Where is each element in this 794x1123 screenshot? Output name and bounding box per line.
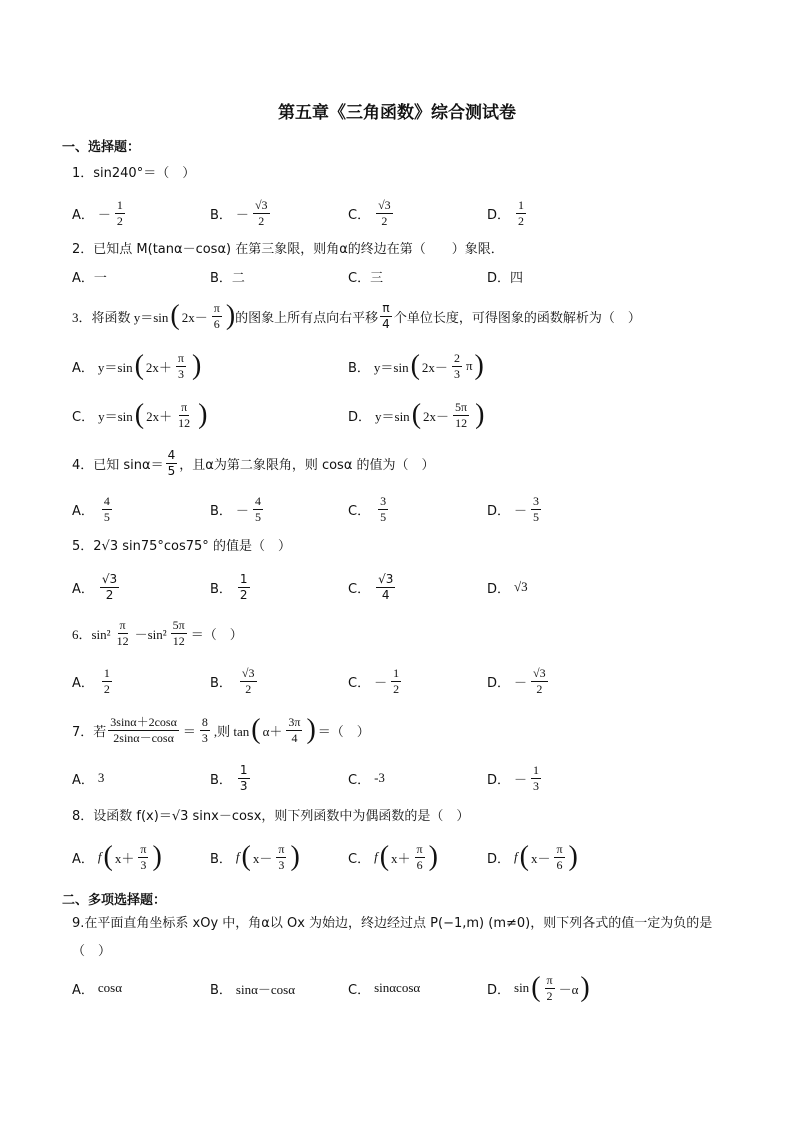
left-paren: ( (103, 841, 113, 872)
text: π (465, 358, 473, 373)
denominator: 12 (116, 633, 129, 648)
numerator: 3π (288, 714, 301, 729)
option-letter: C． (348, 503, 371, 519)
text: 2x－ (421, 359, 448, 375)
q5-option-c (348, 567, 397, 607)
denominator: 4 (291, 730, 298, 745)
denominator: 3 (239, 778, 248, 793)
q7-option-b (210, 758, 252, 798)
denominator: 12 (178, 415, 191, 430)
denominator: 2 (105, 587, 114, 602)
text: 6．sin² (72, 626, 111, 642)
q4-option-d (487, 489, 543, 529)
numerator: 1 (393, 665, 400, 680)
option-letter: A． (72, 581, 94, 597)
numerator: √3 (378, 197, 391, 212)
text: y＝sin (375, 408, 410, 424)
option-letter: D． (487, 982, 511, 998)
right-paren: ) (580, 972, 590, 1003)
denominator: 2 (518, 213, 525, 228)
question-6-stem (72, 613, 243, 653)
option-letter: C． (348, 207, 371, 223)
option-letter: B． (210, 581, 232, 597)
q6-option-b (210, 661, 259, 701)
sign: － (374, 674, 388, 690)
text: －sin² (134, 626, 167, 642)
denominator: 4 (381, 587, 390, 602)
option-value: cosα (97, 980, 123, 995)
numerator: 5π (455, 399, 468, 414)
denominator: 3 (140, 857, 147, 872)
q9-option-c (348, 968, 420, 1008)
denominator: 2 (536, 681, 543, 696)
option-letter: A． (72, 772, 94, 788)
text: x－ (252, 850, 273, 866)
text: x＋ (391, 850, 411, 866)
numerator: 8 (201, 714, 208, 729)
denominator: 2sinα－cosα (113, 730, 174, 745)
numerator: 1 (116, 197, 123, 212)
denominator: 2 (258, 213, 265, 228)
option-value: √3 (514, 579, 528, 594)
option-value: -3 (374, 770, 385, 785)
numerator: 1 (103, 665, 110, 680)
text: －α (558, 981, 579, 997)
numerator: 5π (172, 617, 185, 632)
sign: － (235, 206, 249, 222)
option-letter: B． (210, 675, 232, 691)
text: α＋ (262, 723, 283, 739)
q6-option-c (348, 661, 403, 701)
q2-option-a: A．一 (72, 271, 107, 286)
denominator: 6 (556, 857, 563, 872)
option-letter: A． (72, 207, 94, 223)
denominator: 5 (103, 509, 110, 524)
denominator: 2 (381, 213, 388, 228)
option-letter: B． (210, 772, 232, 788)
numerator: √3 (101, 571, 118, 586)
option-value: sinα－cosα (235, 981, 296, 997)
q4-option-a (72, 489, 114, 529)
denominator: 5 (167, 463, 176, 478)
denominator: 2 (546, 988, 553, 1003)
q5-option-a (72, 567, 121, 607)
option-letter: A． (72, 982, 94, 998)
q2-option-b: B．二 (210, 271, 245, 286)
denominator: 5 (380, 509, 387, 524)
text: 2x－ (181, 309, 208, 325)
numerator: 3 (380, 493, 387, 508)
text: 7．若 (72, 724, 107, 740)
denominator: 12 (172, 633, 185, 648)
option-letter: D． (348, 409, 372, 425)
sign: － (514, 674, 528, 690)
right-paren: ) (568, 841, 578, 872)
option-letter: A． (72, 675, 94, 691)
option-letter: C． (348, 982, 371, 998)
sign: － (514, 502, 528, 518)
right-paren: ) (198, 399, 208, 430)
denominator: 3 (533, 778, 540, 793)
numerator: √3 (241, 665, 255, 680)
option-value: 3 (97, 770, 105, 785)
option-letter: D． (487, 851, 511, 867)
question-5-stem: 5．2√3 sin75°cos75° 的值是（ ） (72, 539, 291, 554)
denominator: 5 (533, 509, 540, 524)
denominator: 12 (455, 415, 468, 430)
right-paren: ) (428, 841, 438, 872)
q4-option-b (210, 489, 265, 529)
q6-option-d (487, 661, 550, 701)
option-letter: D． (487, 581, 511, 597)
denominator: 3 (278, 857, 285, 872)
q1-option-c (348, 193, 395, 233)
left-paren: ( (241, 841, 251, 872)
right-paren: ) (474, 350, 484, 381)
numerator: 4 (167, 447, 176, 462)
left-paren: ( (134, 399, 145, 430)
text: 3．将函数 y＝sin (72, 309, 169, 325)
numerator: √3 (378, 571, 394, 586)
denominator: 2 (116, 213, 123, 228)
numerator: π (382, 300, 390, 315)
numerator: 2 (453, 350, 460, 365)
denominator: 2 (103, 681, 110, 696)
numerator: 4 (254, 493, 261, 508)
denominator: 3 (177, 366, 184, 381)
option-letter: D． (487, 772, 511, 788)
numerator: π (278, 841, 285, 856)
option-letter: B． (210, 503, 232, 519)
text: 2x－ (423, 408, 450, 424)
sign: － (97, 206, 111, 222)
denominator: 2 (239, 587, 248, 602)
text: 2x＋ (145, 359, 172, 375)
option-letter: C． (348, 675, 371, 691)
option-letter: D． (487, 207, 511, 223)
text: x＋ (114, 850, 135, 866)
left-paren: ( (519, 841, 529, 872)
denominator: 3 (201, 730, 208, 745)
right-paren: ) (306, 714, 316, 745)
right-paren: ) (475, 399, 485, 430)
numerator: √3 (254, 197, 268, 212)
q5-option-b (210, 567, 252, 607)
q8-option-a: A． f ( x＋ $\frac{\pi}{3}$ ) (72, 841, 162, 872)
denominator: 2 (393, 681, 400, 696)
q3-option-d (348, 395, 484, 435)
question-9-stem: 9.在平面直角坐标系 xOy 中，角α以 Ox 为始边，终边经过点 P(−1,m) (m≠0)，则下列各式的值一定为负的是（ ） (72, 916, 713, 959)
option-letter: A． (72, 503, 94, 519)
option-letter: C． (348, 772, 371, 788)
sign: － (235, 502, 249, 518)
text: ＝（ ） (190, 626, 243, 642)
q1-option-a (72, 193, 127, 233)
denominator: 5 (254, 509, 261, 524)
text: sin (514, 980, 530, 995)
text: 2x＋ (146, 408, 173, 424)
q8-option-c: C． f ( x＋ $\frac{\pi}{6}$ ) (348, 841, 438, 872)
q1-option-b (210, 193, 272, 233)
right-paren: ) (152, 841, 162, 872)
option-letter: B． (348, 360, 370, 376)
option-letter: A． (72, 851, 94, 867)
left-paren: ( (379, 841, 390, 872)
numerator: π (556, 841, 563, 856)
numerator: 1 (518, 197, 525, 212)
text: ,则 tan (213, 723, 250, 739)
q9-option-b (210, 968, 295, 1008)
option-letter: C． (348, 581, 371, 597)
numerator: 4 (103, 493, 110, 508)
option-letter: C． (348, 851, 371, 867)
q3-option-a (72, 346, 201, 386)
text: ＝（ ） (317, 723, 370, 739)
right-paren: ) (191, 350, 202, 381)
left-paren: ( (410, 350, 420, 381)
q8-option-d: D． f ( x－ $\frac{\pi}{6}$ ) (487, 841, 578, 872)
numerator: π (177, 350, 184, 365)
numerator: π (140, 841, 147, 856)
q7-option-c (348, 758, 385, 798)
question-8-stem: 8．设函数 f(x)＝√3 sinx－cosx，则下列函数中为偶函数的是（ ） (72, 809, 470, 824)
q3-option-b (348, 346, 484, 386)
text: y＝sin (373, 359, 409, 375)
denominator: 3 (453, 366, 460, 381)
left-paren: ( (251, 714, 261, 745)
question-2-stem: 2．已知点 M(tanα－cosα) 在第三象限，则角α的终边在第（ ）象限． (72, 242, 504, 257)
numerator: 1 (239, 571, 248, 586)
question-7-stem (72, 710, 370, 750)
denominator: 2 (245, 681, 252, 696)
numerator: π (546, 972, 553, 987)
numerator: π (181, 399, 188, 414)
text: 4．已知 sinα＝ (72, 457, 164, 473)
text: y＝sin (97, 359, 133, 375)
numerator: π (416, 841, 423, 856)
option-letter: C． (72, 409, 95, 425)
numerator: √3 (533, 665, 546, 680)
sign: － (514, 771, 528, 787)
right-paren: ) (225, 300, 236, 331)
left-paren: ( (134, 350, 144, 381)
text: 个单位长度，可得图象的函数解析为（ ） (393, 310, 641, 326)
q1-option-d (487, 193, 528, 233)
text: y＝sin (98, 408, 133, 424)
text: 的图象上所有点向右平移 (235, 310, 379, 326)
denominator: 6 (213, 316, 220, 331)
q7-option-a (72, 758, 104, 798)
left-paren: ( (170, 300, 180, 331)
question-1-stem: 1．sin240°＝（ ） (72, 166, 196, 181)
left-paren: ( (531, 972, 541, 1003)
numerator: 1 (239, 762, 248, 777)
option-letter: B． (210, 207, 232, 223)
question-4-stem (72, 443, 435, 483)
question-3-stem (72, 296, 641, 336)
q9-option-a (72, 968, 122, 1008)
option-letter: B． (210, 982, 232, 998)
page-title: 第五章《三角函数》综合测试卷 (278, 103, 516, 123)
denominator: 6 (416, 857, 423, 872)
option-letter: A． (72, 360, 94, 376)
q7-option-d (487, 758, 543, 798)
option-letter: B． (210, 851, 232, 867)
numerator: 3sinα＋2cosα (110, 714, 177, 729)
q2-option-d: D．四 (487, 271, 524, 286)
text: ，且α为第二象限角，则 cosα 的值为（ ） (179, 457, 435, 473)
q5-option-d (487, 567, 528, 607)
q6-option-a (72, 661, 114, 701)
text: ＝ (182, 723, 196, 739)
section-heading-single-choice: 一、选择题： (62, 140, 141, 155)
option-value: sinαcosα (374, 980, 421, 995)
numerator: 1 (533, 762, 540, 777)
left-paren: ( (411, 399, 422, 430)
q8-option-b: B． f ( x－ $\frac{\pi}{3}$ ) (210, 841, 300, 872)
text: x－ (530, 850, 551, 866)
option-letter: D． (487, 675, 511, 691)
q2-option-c: C．三 (348, 271, 384, 286)
option-letter: D． (487, 503, 511, 519)
q9-option-d (487, 968, 590, 1008)
right-paren: ) (290, 841, 300, 872)
denominator: 4 (382, 316, 390, 331)
numerator: 3 (533, 493, 540, 508)
numerator: π (119, 617, 126, 632)
q3-option-c (72, 395, 207, 435)
section-heading-multiple-choice: 二、多项选择题： (62, 893, 167, 908)
numerator: π (213, 300, 220, 315)
q4-option-c (348, 489, 390, 529)
